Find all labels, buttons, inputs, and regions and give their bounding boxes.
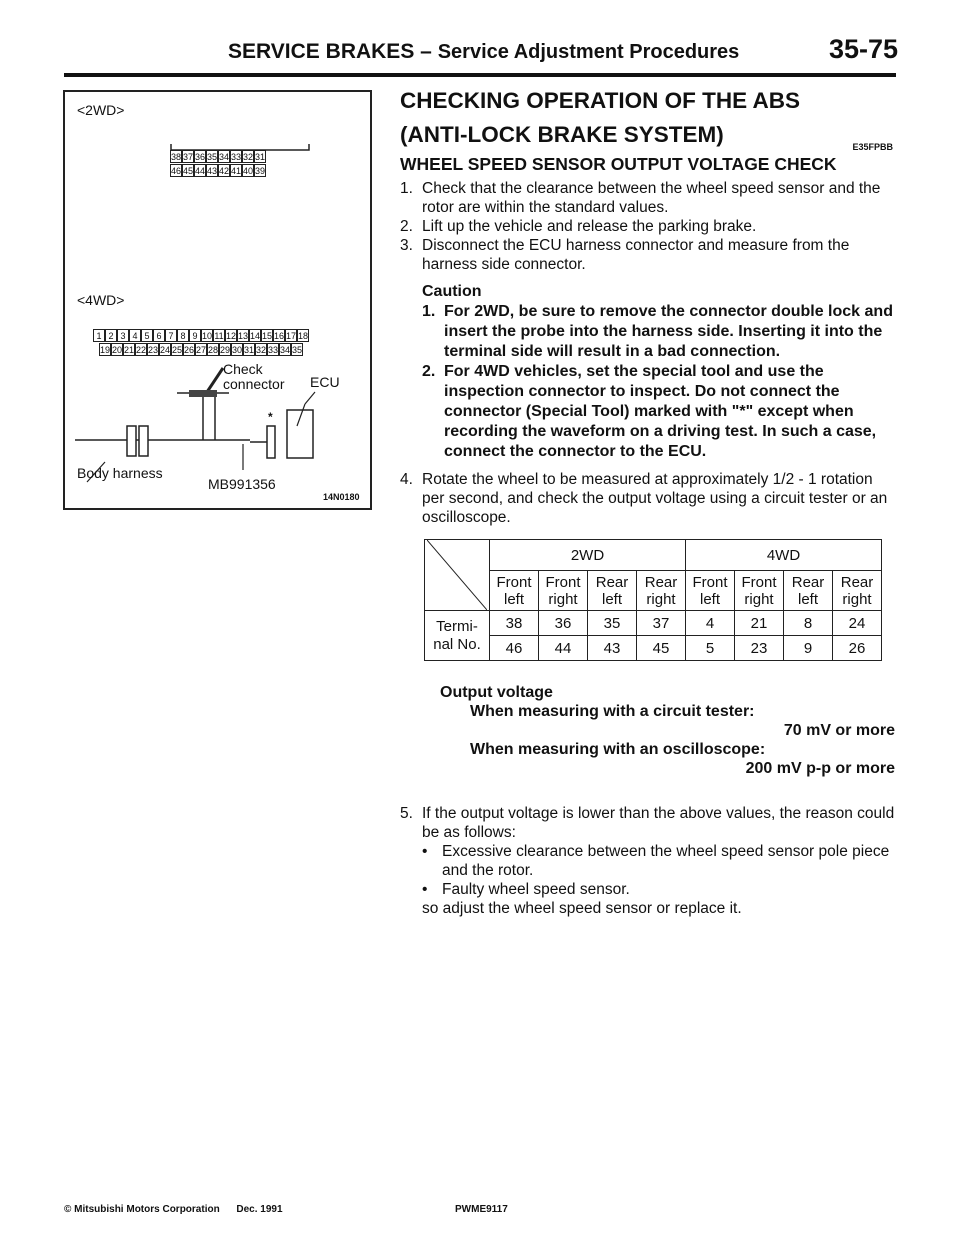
connector-pin: 11 [214,331,224,341]
section-title-line2: (ANTI-LOCK BRAKE SYSTEM) [400,122,724,147]
connector-pin: 24 [160,345,171,355]
table-cell: 44 [539,636,588,661]
column-header-row [425,571,882,611]
scope-value: 200 mV p-p or more [745,760,895,777]
connector-pin: 38 [171,152,182,162]
connector-pin: 32 [243,152,254,162]
column-header: Rear right [637,571,686,611]
header-subtitle: Service Adjustment Procedures [437,41,740,63]
connector-pin: 17 [286,331,297,341]
bullet-item: • Faulty wheel speed sensor. [422,881,630,898]
connector-pin: 12 [226,331,237,341]
connector-pin: 39 [255,166,266,176]
caution-label: Caution [422,283,482,300]
footer-copyright: © Mitsubishi Motors Corporation Dec. 1991 [64,1204,283,1215]
connector-pin: 10 [202,331,213,341]
connector-pin: 2 [105,329,117,342]
figure-code: 14N0180 [323,492,360,502]
connector-pin: 34 [219,152,230,162]
tester-label: When measuring with a circuit tester: [470,703,755,720]
connector-pin: 32 [256,345,267,355]
header-rule [64,73,896,77]
connector-pin: 31 [255,152,266,162]
harness-diagram [65,92,370,508]
tool-number-label: MB991356 [208,476,276,492]
connector-pin: 3 [117,329,129,342]
connector-pin: 40 [243,166,254,176]
connector-pin: 35 [292,345,303,355]
scope-label: When measuring with an oscilloscope: [470,741,766,758]
connector-pin: 29 [220,345,231,355]
connector-pin: 22 [136,345,147,355]
step-2: 2. Lift up the vehicle and release the parking brake. [400,218,757,235]
table-cell: 8 [784,611,833,636]
connector-pin: 45 [183,166,194,176]
connector-pin: 46 [171,166,182,176]
connector-pin: 16 [274,331,285,341]
connector-pin: 15 [262,331,273,341]
connector-pin: 20 [112,345,123,355]
bullet-item: • Excessive clearance between the wheel speed sensor pole piece and the rotor. [422,843,890,879]
caution-item-2: 2. For 4WD vehicles, set the special tool and use the inspection connector to inspect. Do not connect the connector (Special Tool) marked with "*" except when recording the waveform on a driving test. In such a case, connect the connector to the ECU. [422,363,877,460]
connector-pin: 36 [195,152,206,162]
connector-pin: 4 [129,329,141,342]
header-dash: – [420,40,432,63]
output-voltage-label: Output voltage [440,684,553,701]
column-header: Front left [490,571,539,611]
step-1: 1. Check that the clearance between the wheel speed sensor and the rotor are within the standard values. [400,180,881,216]
connector-pin: 43 [207,166,218,176]
table-cell: 46 [490,636,539,661]
table-cell: 23 [735,636,784,661]
section-code: E35FPBB [852,142,893,152]
step-5: 5. If the output voltage is lower than the above values, the reason could be as follows: • Excessive clearance between the wheel speed sensor pole piece and the rotor. • Faulty wheel speed sensor. so adjust the wheel speed sensor or replace it. [400,805,895,917]
connector-pin: 28 [208,345,219,355]
connector-pin: 44 [195,166,206,176]
step-4: 4. Rotate the wheel to be measured at approximately 1/2 - 1 rotation per second, and check the output voltage using a circuit tester or an oscilloscope. [400,471,888,526]
diagonal-line [427,540,487,610]
connector-figure [63,90,372,510]
connector-pin: 1 [93,329,105,342]
label-4wd: <4WD> [77,292,125,308]
connector-pin: 23 [148,345,159,355]
connector-pin: 31 [244,345,255,355]
table-cell: 35 [588,611,637,636]
step-3: 3. Disconnect the ECU harness connector and measure from the harness side connector. [400,237,850,273]
column-header: Rear left [588,571,637,611]
connector-pin: 35 [207,152,218,162]
connector-pin: 9 [189,329,201,342]
connector-pin: 5 [141,329,153,342]
connector-pin: 18 [298,331,309,341]
connector-pin: 26 [184,345,195,355]
group-4wd: 4WD [686,540,882,571]
group-2wd: 2WD [490,540,686,571]
section-title-line1: CHECKING OPERATION OF THE ABS [400,88,801,113]
connector-pin: 19 [100,345,111,355]
main-content [400,84,895,918]
check-connector-label: Check connector [223,361,285,392]
connector-pin: 34 [280,345,291,355]
label-2wd: <2WD> [77,102,125,118]
step-5-closing: so adjust the wheel speed sensor or replace it. [422,900,742,917]
table-cell: 9 [784,636,833,661]
table-cell: 26 [833,636,882,661]
connector-pin: 8 [177,329,189,342]
connector-pin: 33 [268,345,279,355]
column-header: Front right [735,571,784,611]
table-cell: 38 [490,611,539,636]
table-cell: 5 [686,636,735,661]
table-cell: 21 [735,611,784,636]
column-header: Front left [686,571,735,611]
connector-pin: 33 [231,152,242,162]
connector-pin: 6 [153,329,165,342]
step-5-text: If the output voltage is lower than the above values, the reason could be as follows: [422,805,895,841]
connector-pin: 41 [231,166,242,176]
connector-pin: 21 [124,345,135,355]
body-harness-label: Body harness [77,465,163,481]
column-header: Front right [539,571,588,611]
page-number: 35-75 [828,34,898,64]
connector-pin: 14 [250,331,261,341]
connector-pin: 25 [172,345,183,355]
table-cell: 43 [588,636,637,661]
connector-pin: 13 [238,331,249,341]
table-cell: 36 [539,611,588,636]
connector-pin: 37 [183,152,194,162]
column-header: Rear left [784,571,833,611]
table-cell: 24 [833,611,882,636]
connector-pin: 42 [219,166,230,176]
section-title [400,84,895,152]
header-section: SERVICE BRAKES [228,40,415,63]
connector-pin: 7 [165,329,177,342]
footer-doc-code: PWME9117 [455,1204,508,1215]
table-row [425,611,882,636]
section-subtitle: WHEEL SPEED SENSOR OUTPUT VOLTAGE CHECK [400,154,837,174]
table-cell: 4 [686,611,735,636]
connector-pin: 27 [196,345,207,355]
header-title [228,40,739,64]
table-corner [425,540,490,611]
column-header: Rear right [833,571,882,611]
asterisk-mark: * [268,410,273,424]
table-cell: 37 [637,611,686,636]
row-label: Termi- nal No. [425,611,490,661]
table-row [425,636,882,661]
table-cell: 45 [637,636,686,661]
ecu-label: ECU [310,374,340,390]
tester-value: 70 mV or more [783,722,895,739]
connector-pin: 30 [232,345,243,355]
caution-item-1: 1. For 2WD, be sure to remove the connector double lock and insert the probe into the harness side. Inserting it into the terminal side will result in a bad connection. [422,303,893,360]
terminal-table [424,539,882,661]
